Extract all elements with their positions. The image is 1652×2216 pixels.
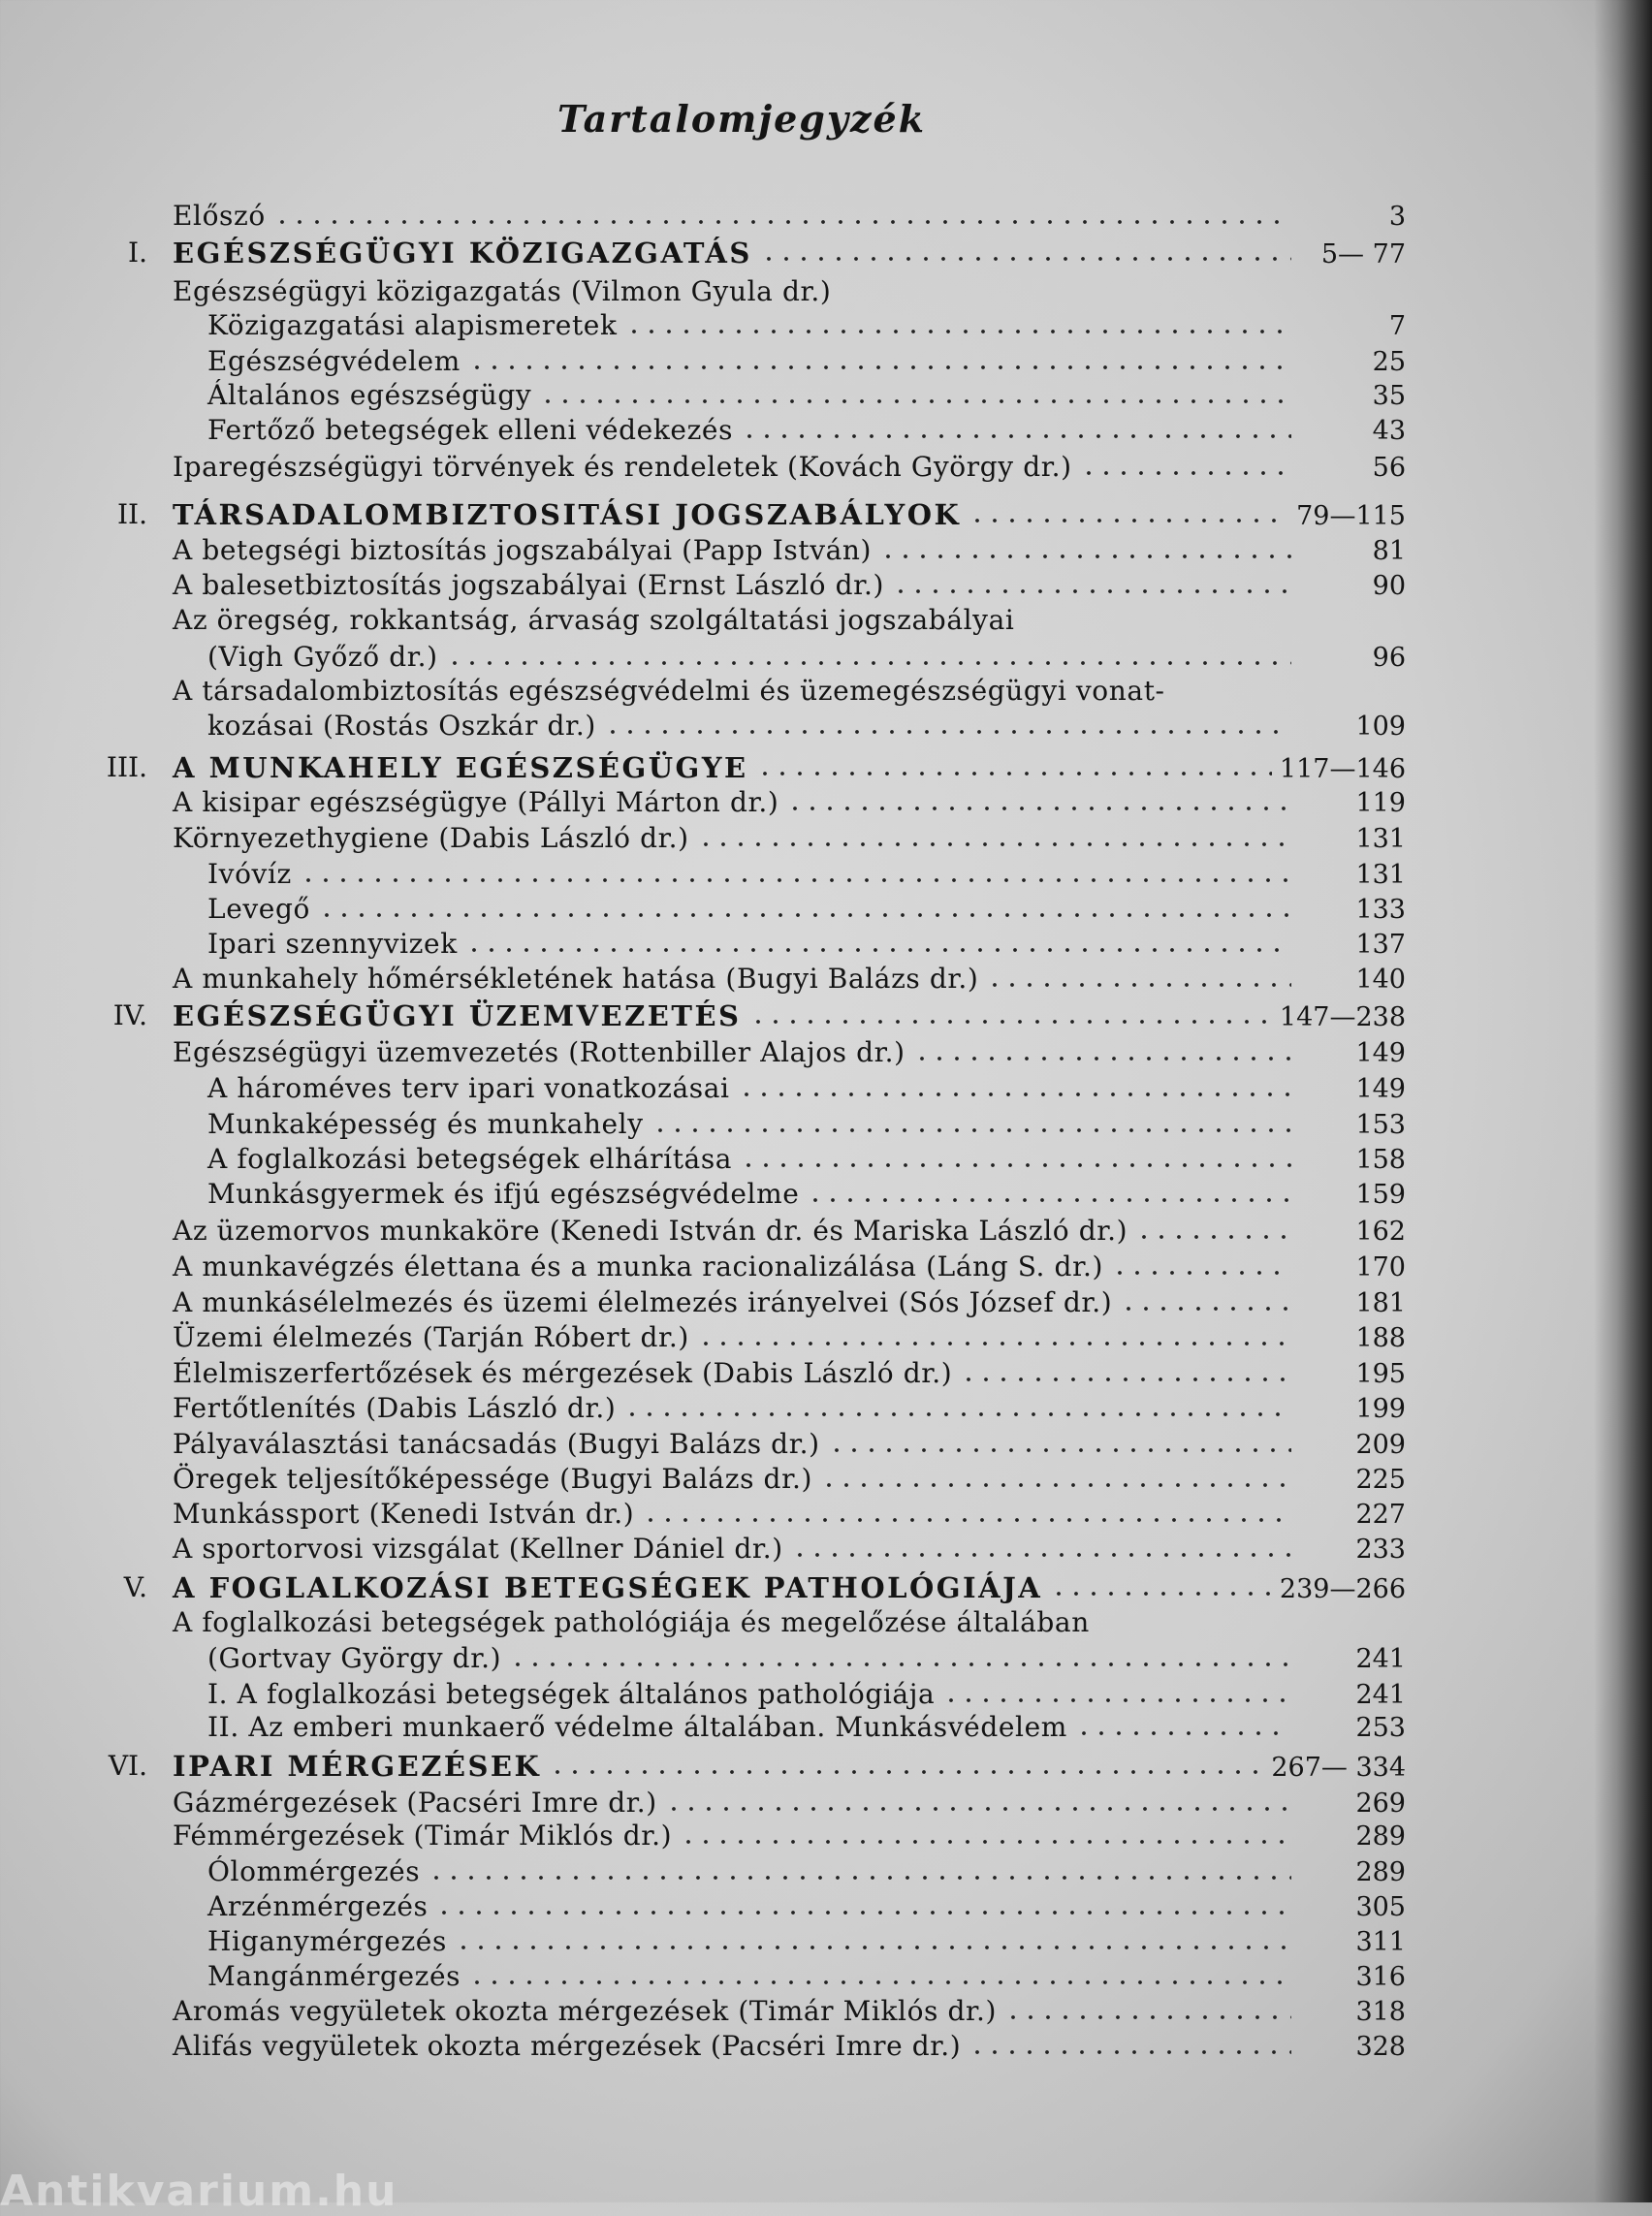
dot-leader [760, 256, 1291, 262]
entry-title: A munkavégzés élettana és a munka racionalizálása (Láng S. dr.) [173, 1250, 1104, 1282]
dot-leader [960, 1377, 1291, 1382]
dot-leader [1075, 1730, 1291, 1736]
page-number: 90 [1372, 571, 1406, 601]
page-number: 96 [1372, 643, 1406, 673]
page-number: 289 [1355, 1857, 1406, 1887]
entry-title: Fertőző betegségek elleni védekezés [207, 414, 734, 446]
dot-leader [680, 1839, 1291, 1845]
watermark: Antikvarium.hu [0, 2167, 398, 2216]
section-number: VI. [108, 1750, 147, 1782]
page-number: 79—115 [1296, 501, 1406, 531]
toc-entry [173, 199, 1406, 235]
entry-title: A hároméves terv ipari vonatkozásai [207, 1072, 730, 1104]
entry-title: EGÉSZSÉGÜGYI KÖZIGAZGATÁS [173, 237, 752, 269]
dot-leader [623, 1411, 1291, 1417]
entry-title: Az öregség, rokkantság, árvaság szolgáltatási jogszabályai [173, 604, 1015, 636]
section-number: III. [106, 751, 147, 783]
page-number: 149 [1355, 1038, 1406, 1068]
toc-row [0, 709, 1652, 744]
page-number: 181 [1355, 1288, 1406, 1318]
toc-section-heading [173, 1749, 1406, 1786]
entry-title: Pályaválasztási tanácsadás (Bugyi Balázs dr.) [173, 1428, 820, 1460]
toc-section-heading [173, 998, 1406, 1035]
toc-section-heading [173, 236, 1406, 272]
toc-entry [173, 962, 1406, 997]
toc-entry [173, 1285, 1406, 1321]
dot-leader [839, 294, 1291, 300]
toc-row [0, 1250, 1652, 1284]
dot-leader [807, 1197, 1291, 1203]
toc-row [0, 1889, 1652, 1924]
entry-title: EGÉSZSÉGÜGYI ÜZEMVEZETÉS [173, 999, 742, 1032]
dot-leader [791, 1552, 1291, 1558]
toc-row [0, 962, 1652, 997]
dot-leader [892, 588, 1291, 594]
dot-leader [1173, 693, 1291, 699]
dot-leader [642, 1517, 1291, 1523]
toc-entry [173, 1994, 1406, 2030]
page-number: 147—238 [1279, 1002, 1406, 1032]
toc-entry [173, 1532, 1406, 1567]
toc-entry [207, 1071, 1406, 1107]
entry-title: Egészségvédelem [207, 345, 461, 377]
toc-entry [173, 1320, 1406, 1356]
entry-title: Környezethygiene (Dabis László dr.) [173, 822, 689, 854]
toc-row [0, 236, 1652, 270]
toc-row [0, 1532, 1652, 1567]
toc-row [0, 1570, 1652, 1605]
page-number: 316 [1355, 1962, 1406, 1992]
toc-row [0, 450, 1652, 485]
entry-title: I. A foglalkozási betegségek általános pathológiája [207, 1678, 936, 1710]
toc-row [0, 1427, 1652, 1462]
toc-entry [173, 674, 1406, 709]
page-number: 43 [1372, 416, 1406, 446]
entry-title: Higanymérgezés [207, 1925, 447, 1957]
page-number: 241 [1355, 1644, 1406, 1674]
dot-leader [455, 1945, 1291, 1950]
toc-row [0, 1854, 1652, 1889]
dot-leader [435, 1910, 1291, 1915]
page-number: 188 [1355, 1323, 1406, 1353]
dot-leader [738, 1092, 1291, 1097]
dot-leader [318, 912, 1291, 918]
dot-leader [665, 1806, 1291, 1812]
dot-leader [986, 982, 1291, 988]
toc-row [0, 1749, 1652, 1784]
toc-entry [173, 1427, 1406, 1463]
toc-row [0, 603, 1652, 638]
entry-title: kozásai (Rostás Oszkár dr.) [207, 710, 596, 742]
toc-row [0, 1285, 1652, 1320]
toc-row [0, 1497, 1652, 1532]
toc-row [0, 413, 1652, 448]
page-number: 162 [1355, 1217, 1406, 1247]
toc-row [0, 568, 1652, 603]
toc-row [0, 533, 1652, 568]
entry-title: Egészségügyi üzemvezetés (Rottenbiller Alajos dr.) [173, 1036, 905, 1068]
toc-row [0, 1391, 1652, 1426]
toc-row [0, 998, 1652, 1033]
entry-title: Fémmérgezések (Timár Miklós dr.) [173, 1820, 673, 1852]
dot-leader [468, 1979, 1291, 1985]
toc-row [0, 1710, 1652, 1745]
entry-title: A kisipar egészségügye (Pállyi Márton dr.) [173, 786, 779, 818]
section-number: II. [116, 498, 147, 530]
page-number: 131 [1355, 824, 1406, 854]
entry-title: A sportorvosi vizsgálat (Kellner Dániel dr.) [173, 1533, 783, 1565]
toc-entry [173, 1035, 1406, 1071]
entry-title: Közigazgatási alapismeretek [207, 309, 618, 341]
dot-leader [697, 1341, 1291, 1346]
toc-entry [207, 1107, 1406, 1143]
toc-entry [173, 1356, 1406, 1392]
dot-leader [625, 329, 1291, 334]
toc-entry [207, 1959, 1406, 1995]
entry-title: II. Az emberi munkaerő védelme általában. Munkásvédelem [207, 1711, 1067, 1743]
toc-entry [207, 1710, 1406, 1746]
dot-leader [300, 877, 1291, 883]
entry-title: Alifás vegyületek okozta mérgezések (Pacséri Imre dr.) [173, 2030, 962, 2062]
toc-row [0, 308, 1652, 343]
page-number: 117—146 [1279, 754, 1406, 784]
entry-title: Üzemi élelmezés (Tarján Róbert dr.) [173, 1321, 689, 1353]
page-number: 149 [1355, 1074, 1406, 1104]
toc-row [0, 1924, 1652, 1959]
page-number: 137 [1355, 930, 1406, 960]
toc-entry [173, 1819, 1406, 1854]
toc-entry [207, 1142, 1406, 1178]
page-number: 318 [1355, 1997, 1406, 2027]
dot-leader [1050, 1591, 1272, 1597]
dot-leader [1120, 1306, 1291, 1312]
toc-row [0, 640, 1652, 675]
entry-title: A társadalombiztosítás egészségvédelmi és üzemegészségügyi vonat- [173, 675, 1165, 707]
toc-entry [173, 568, 1406, 604]
toc-row [0, 1959, 1652, 1994]
entry-title: A munkahely hőmérsékletének hatása (Bugyi Balázs dr.) [173, 963, 979, 995]
page-number: 227 [1355, 1500, 1406, 1530]
toc-entry [207, 1889, 1406, 1925]
entry-title: Előszó [173, 200, 266, 232]
entry-title: Az üzemorvos munkaköre (Kenedi István dr. és Mariska László dr.) [173, 1215, 1128, 1247]
dot-leader [741, 433, 1291, 439]
page-number: 239—266 [1279, 1574, 1406, 1604]
page-number: 267— 334 [1271, 1753, 1406, 1783]
page-number: 199 [1355, 1394, 1406, 1424]
dot-leader [756, 771, 1272, 776]
toc-row [0, 785, 1652, 820]
toc-row [0, 2029, 1652, 2064]
section-number: V. [123, 1571, 147, 1603]
entry-title: A betegségi biztosítás jogszabályai (Papp István) [173, 534, 873, 566]
dot-leader [942, 1697, 1291, 1703]
page-number: 158 [1355, 1145, 1406, 1175]
page-number: 253 [1355, 1713, 1406, 1743]
dot-leader [786, 806, 1291, 811]
toc-section-heading [173, 1570, 1406, 1607]
section-number: I. [128, 237, 147, 269]
toc-row [0, 1035, 1652, 1070]
page-number: 35 [1372, 381, 1406, 411]
entry-title: A foglalkozási betegségek elhárítása [207, 1143, 733, 1175]
toc-row [0, 1994, 1652, 2029]
entry-title: A munkásélelmezés és üzemi élelmezés irányelvei (Sós József dr.) [173, 1286, 1113, 1318]
entry-title: Munkaképesség és munkahely [207, 1108, 644, 1140]
toc-entry [173, 603, 1406, 638]
dot-leader [749, 1019, 1272, 1025]
page-number: 170 [1355, 1252, 1406, 1282]
dot-leader [697, 841, 1291, 847]
dot-leader [740, 1162, 1291, 1168]
page-number: 81 [1372, 536, 1406, 566]
toc-entry [207, 378, 1406, 414]
entry-title: Általános egészségügy [207, 379, 532, 411]
entry-title: Ivóvíz [207, 858, 292, 890]
toc-entry [207, 413, 1406, 449]
page-number: 56 [1372, 453, 1406, 483]
toc-entry [173, 450, 1406, 486]
toc-entry [207, 1924, 1406, 1960]
page-title: Tartalomjegyzék [556, 97, 927, 141]
section-number: IV. [112, 999, 147, 1031]
toc-row [0, 1641, 1652, 1676]
toc-entry [173, 1462, 1406, 1498]
toc-row [0, 1142, 1652, 1177]
toc-entry [207, 1177, 1406, 1213]
dot-leader [509, 1662, 1291, 1667]
toc-entry [173, 2029, 1406, 2065]
dot-leader [468, 364, 1291, 370]
toc-entry [207, 892, 1406, 928]
toc-row [0, 750, 1652, 785]
toc-entry [207, 709, 1406, 744]
page-number: 289 [1355, 1821, 1406, 1852]
entry-title: Iparegészségügyi törvények és rendeletek (Kovách György dr.) [173, 451, 1072, 483]
dot-leader [273, 219, 1291, 225]
toc-row [0, 1356, 1652, 1391]
toc-row [0, 274, 1652, 309]
dot-leader [969, 2049, 1291, 2055]
dot-leader [828, 1447, 1291, 1453]
dot-leader [1135, 1234, 1291, 1240]
page-number: 159 [1355, 1180, 1406, 1210]
toc-row [0, 1177, 1652, 1212]
toc-row [0, 927, 1652, 962]
dot-leader [1080, 470, 1291, 476]
entry-title: Arzénmérgezés [207, 1890, 429, 1922]
entry-title: IPARI MÉRGEZÉSEK [173, 1750, 542, 1783]
toc-row [0, 1107, 1652, 1142]
page-number: 7 [1388, 311, 1406, 341]
dot-leader [879, 554, 1291, 559]
page-number: 311 [1355, 1927, 1406, 1957]
page-number: 195 [1355, 1359, 1406, 1389]
entry-title: Munkássport (Kenedi István dr.) [173, 1498, 635, 1530]
dot-leader [651, 1127, 1291, 1133]
entry-title: (Vigh Győző dr.) [207, 641, 438, 673]
toc-entry [173, 1250, 1406, 1285]
entry-title: Élelmiszerfertőzések és mérgezések (Dabis László dr.) [173, 1357, 953, 1389]
entry-title: Levegő [207, 893, 310, 925]
toc-entry [173, 1391, 1406, 1427]
dot-leader [539, 398, 1291, 404]
toc-entry [173, 1214, 1406, 1250]
toc-row [0, 857, 1652, 892]
toc-row [0, 497, 1652, 532]
dot-leader [446, 660, 1291, 666]
toc-section-heading [173, 750, 1406, 787]
dot-leader [465, 947, 1291, 953]
entry-title: A MUNKAHELY EGÉSZSÉGÜGYE [173, 751, 748, 784]
toc-entry [207, 1677, 1406, 1713]
entry-title: Öregek teljesítőképessége (Bugyi Balázs dr.) [173, 1463, 812, 1495]
dot-leader [1097, 1625, 1291, 1630]
toc-entry [207, 927, 1406, 963]
dot-leader [604, 729, 1291, 735]
toc-row [0, 1605, 1652, 1640]
toc-section-heading [173, 497, 1406, 534]
entry-title: Egészségügyi közigazgatás (Vilmon Gyula dr.) [173, 275, 832, 307]
dot-leader [1022, 622, 1291, 628]
entry-title: Munkásgyermek és ifjú egészségvédelme [207, 1178, 800, 1210]
page-number: 225 [1355, 1465, 1406, 1495]
entry-title: TÁRSADALOMBIZTOSITÁSI JOGSZABÁLYOK [173, 498, 962, 531]
toc-entry [173, 1497, 1406, 1533]
toc-row [0, 1786, 1652, 1820]
toc-entry [207, 308, 1406, 344]
dot-leader [1111, 1270, 1291, 1276]
page-number: 3 [1388, 202, 1406, 232]
dot-leader [913, 1056, 1291, 1061]
toc-entry [207, 640, 1406, 676]
entry-title: Ólommérgezés [207, 1855, 421, 1887]
page-number: 153 [1355, 1110, 1406, 1140]
page-number: 140 [1355, 965, 1406, 995]
toc-row [0, 1462, 1652, 1497]
entry-title: (Gortvay György dr.) [207, 1642, 502, 1674]
page-number: 269 [1355, 1789, 1406, 1819]
toc-row [0, 344, 1652, 379]
toc-entry [207, 857, 1406, 893]
toc-entry [207, 344, 1406, 380]
toc-entry [173, 821, 1406, 857]
entry-title: Aromás vegyületek okozta mérgezések (Timár Miklós dr.) [173, 1995, 997, 2027]
toc-entry [173, 274, 1406, 309]
toc-entry [173, 533, 1406, 569]
dot-leader [549, 1769, 1263, 1775]
page-number: 119 [1355, 788, 1406, 818]
page-number: 109 [1355, 712, 1406, 742]
page-number: 25 [1372, 347, 1406, 377]
toc-row [0, 1214, 1652, 1249]
page-number: 305 [1355, 1892, 1406, 1922]
page-number: 209 [1355, 1430, 1406, 1460]
toc-row [0, 199, 1652, 234]
page-number: 328 [1355, 2032, 1406, 2062]
entry-title: A FOGLALKOZÁSI BETEGSÉGEK PATHOLÓGIÁJA [173, 1571, 1043, 1604]
entry-title: Ipari szennyvizek [207, 928, 458, 960]
dot-leader [969, 518, 1288, 523]
page-number: 5— 77 [1320, 239, 1406, 269]
dot-leader [428, 1875, 1291, 1881]
toc-entry [207, 1854, 1406, 1890]
entry-title: A balesetbiztosítás jogszabályai (Ernst László dr.) [173, 569, 885, 601]
toc-row [0, 674, 1652, 709]
dot-leader [820, 1482, 1291, 1488]
entry-title: Gázmérgezések (Pacséri Imre dr.) [173, 1787, 657, 1819]
toc-entry [207, 1641, 1406, 1677]
toc-row [0, 1677, 1652, 1712]
page-number: 131 [1355, 860, 1406, 890]
page-number: 233 [1355, 1535, 1406, 1565]
toc-entry [173, 1605, 1406, 1640]
toc-row [0, 1819, 1652, 1853]
toc-entry [173, 1786, 1406, 1821]
toc-row [0, 1071, 1652, 1106]
page-number: 241 [1355, 1680, 1406, 1710]
toc-row [0, 378, 1652, 413]
entry-title: A foglalkozási betegségek pathológiája és megelőzése általában [173, 1606, 1090, 1638]
entry-title: Fertőtlenítés (Dabis László dr.) [173, 1392, 617, 1424]
dot-leader [1004, 2014, 1291, 2020]
toc-row [0, 892, 1652, 927]
toc-row [0, 1320, 1652, 1355]
toc-entry [173, 785, 1406, 821]
toc-row [0, 821, 1652, 856]
page-number: 133 [1355, 895, 1406, 925]
entry-title: Mangánmérgezés [207, 1960, 461, 1992]
